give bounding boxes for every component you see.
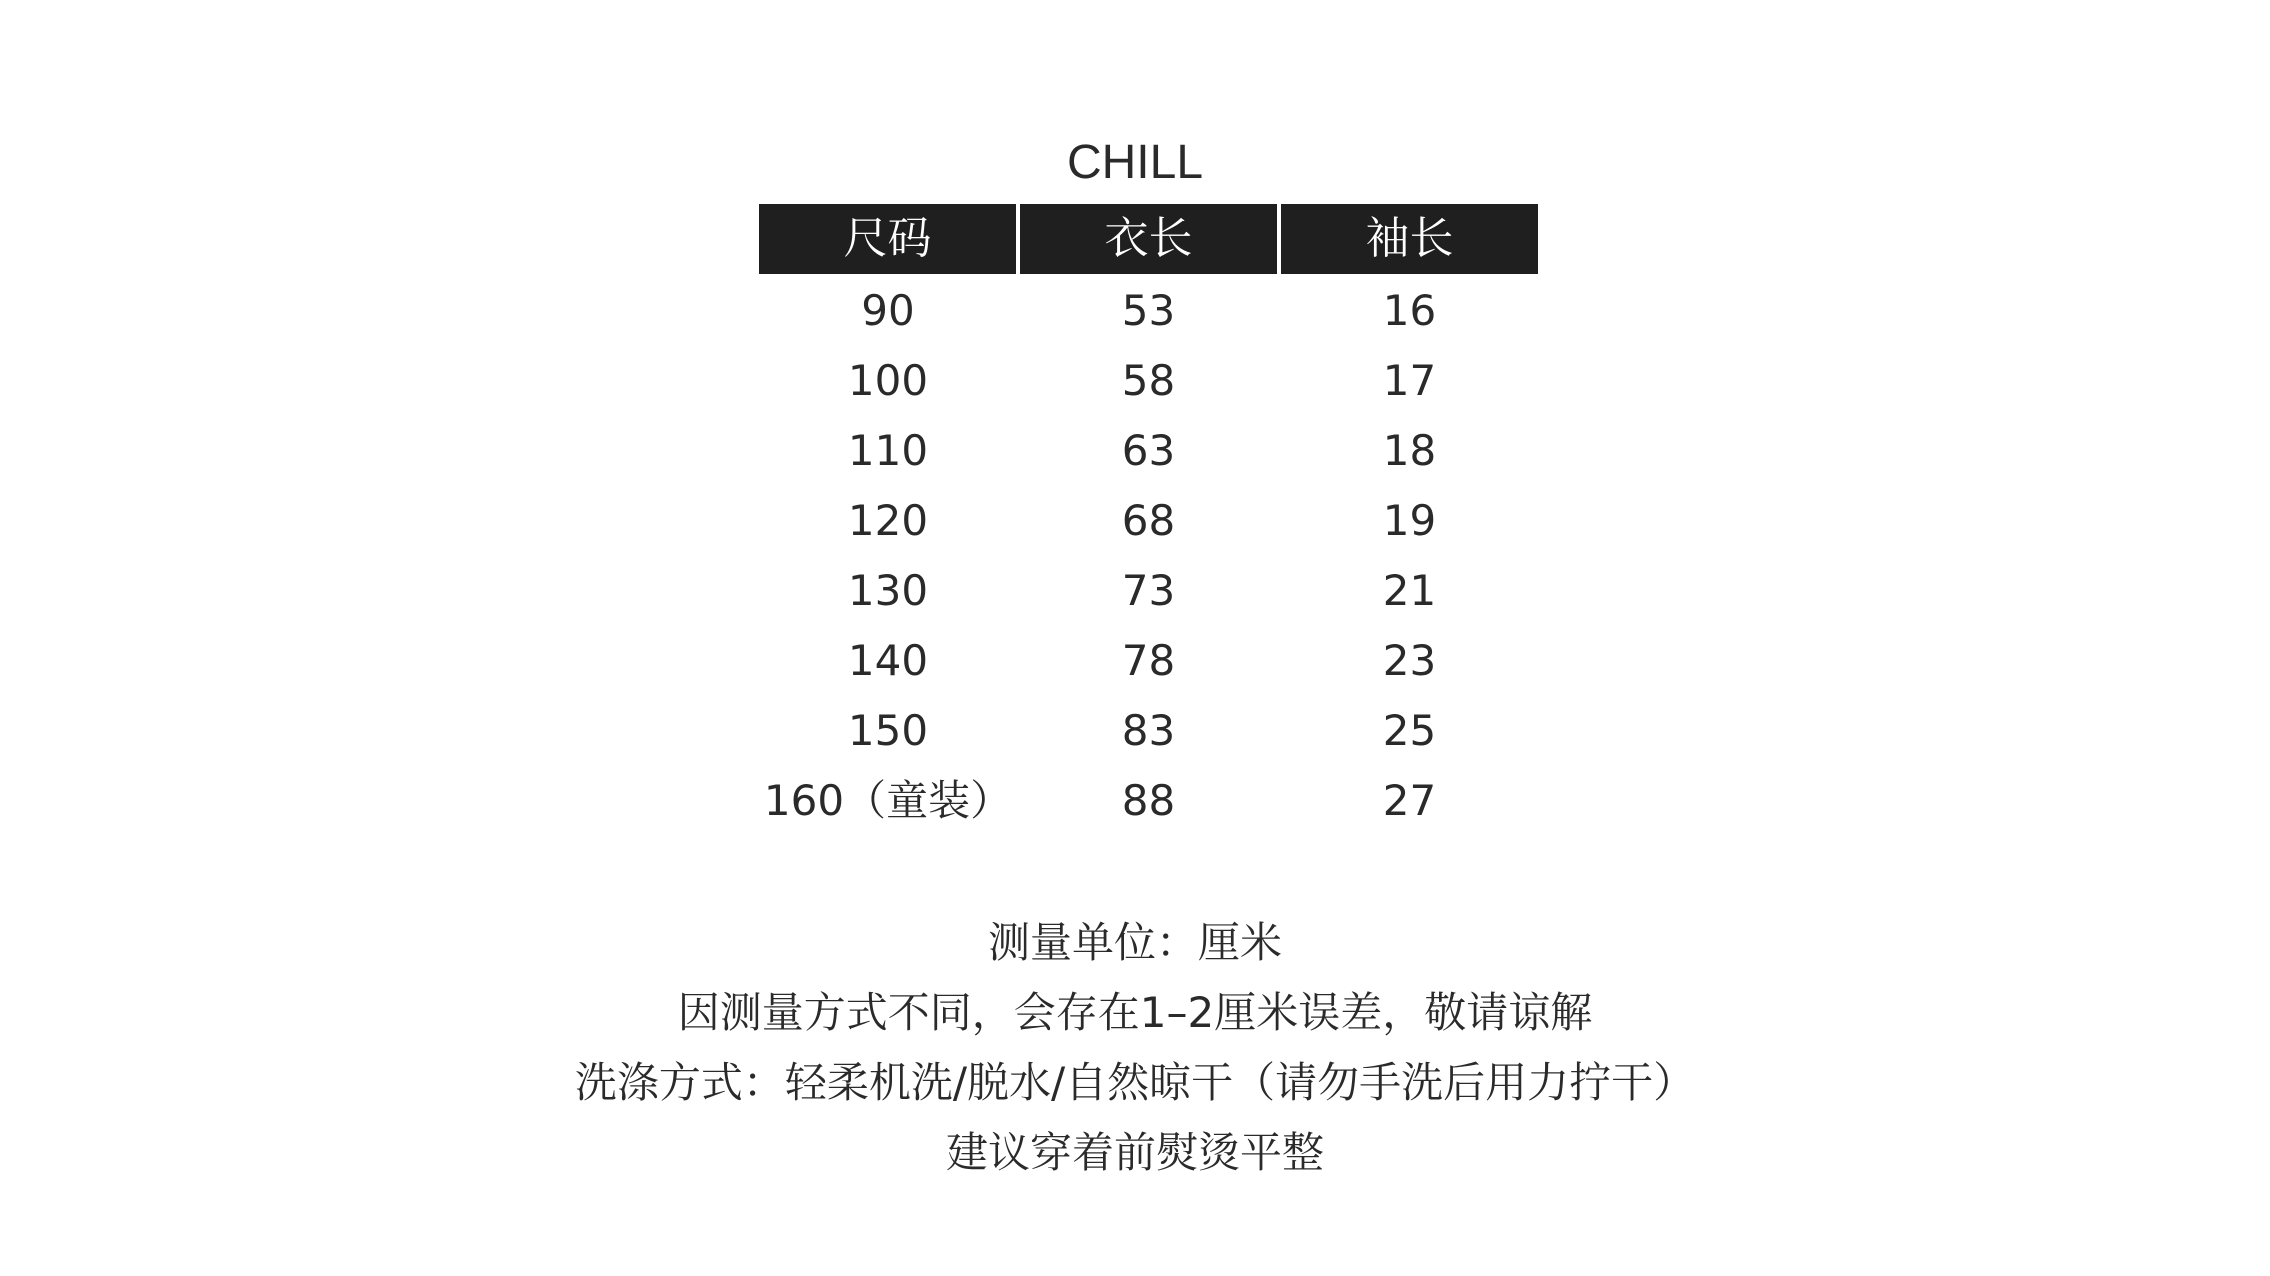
length-cell: 58	[1121, 356, 1176, 405]
note-ironing: 建议穿着前熨烫平整	[945, 1128, 1324, 1177]
page-title: CHILL	[1066, 136, 1204, 189]
sleeve-cell: 25	[1382, 706, 1437, 755]
sleeve-cell: 16	[1382, 286, 1437, 335]
size-cell: 90	[861, 286, 915, 335]
table-row	[0, 766, 2270, 836]
table-row	[0, 416, 2270, 486]
length-cell: 78	[1121, 636, 1176, 685]
table-row	[0, 346, 2270, 416]
sleeve-cell: 18	[1382, 426, 1437, 475]
note-tolerance: 因测量方式不同，会存在1–2厘米误差，敬请谅解	[677, 988, 1593, 1037]
notes-block	[0, 908, 2270, 1188]
length-cell: 73	[1121, 566, 1176, 615]
note-washing: 洗涤方式：轻柔机洗/脱水/自然晾干（请勿手洗后用力拧干）	[574, 1058, 1696, 1107]
table-row	[0, 556, 2270, 626]
length-cell: 68	[1121, 496, 1176, 545]
header-size: 尺码	[759, 204, 1016, 274]
table-row	[0, 626, 2270, 696]
sleeve-cell: 17	[1382, 356, 1437, 405]
table-row	[0, 276, 2270, 346]
length-cell: 63	[1121, 426, 1176, 475]
size-cell: 120	[847, 496, 929, 545]
size-cell: 150	[847, 706, 929, 755]
header-length: 衣长	[1020, 204, 1277, 274]
size-cell: 100	[847, 356, 929, 405]
size-cell: 160（童装）	[763, 776, 1013, 825]
length-cell: 53	[1121, 286, 1176, 335]
header-sleeve: 袖长	[1281, 204, 1538, 274]
table-row	[0, 486, 2270, 556]
size-cell: 140	[847, 636, 929, 685]
sleeve-cell: 19	[1382, 496, 1437, 545]
sleeve-cell: 21	[1382, 566, 1437, 615]
length-cell: 83	[1121, 706, 1176, 755]
length-cell: 88	[1121, 776, 1176, 825]
size-cell: 130	[847, 566, 929, 615]
note-unit: 测量单位：厘米	[987, 918, 1282, 967]
size-cell: 110	[847, 426, 929, 475]
sleeve-cell: 27	[1382, 776, 1437, 825]
table-row	[0, 696, 2270, 766]
sleeve-cell: 23	[1382, 636, 1437, 685]
